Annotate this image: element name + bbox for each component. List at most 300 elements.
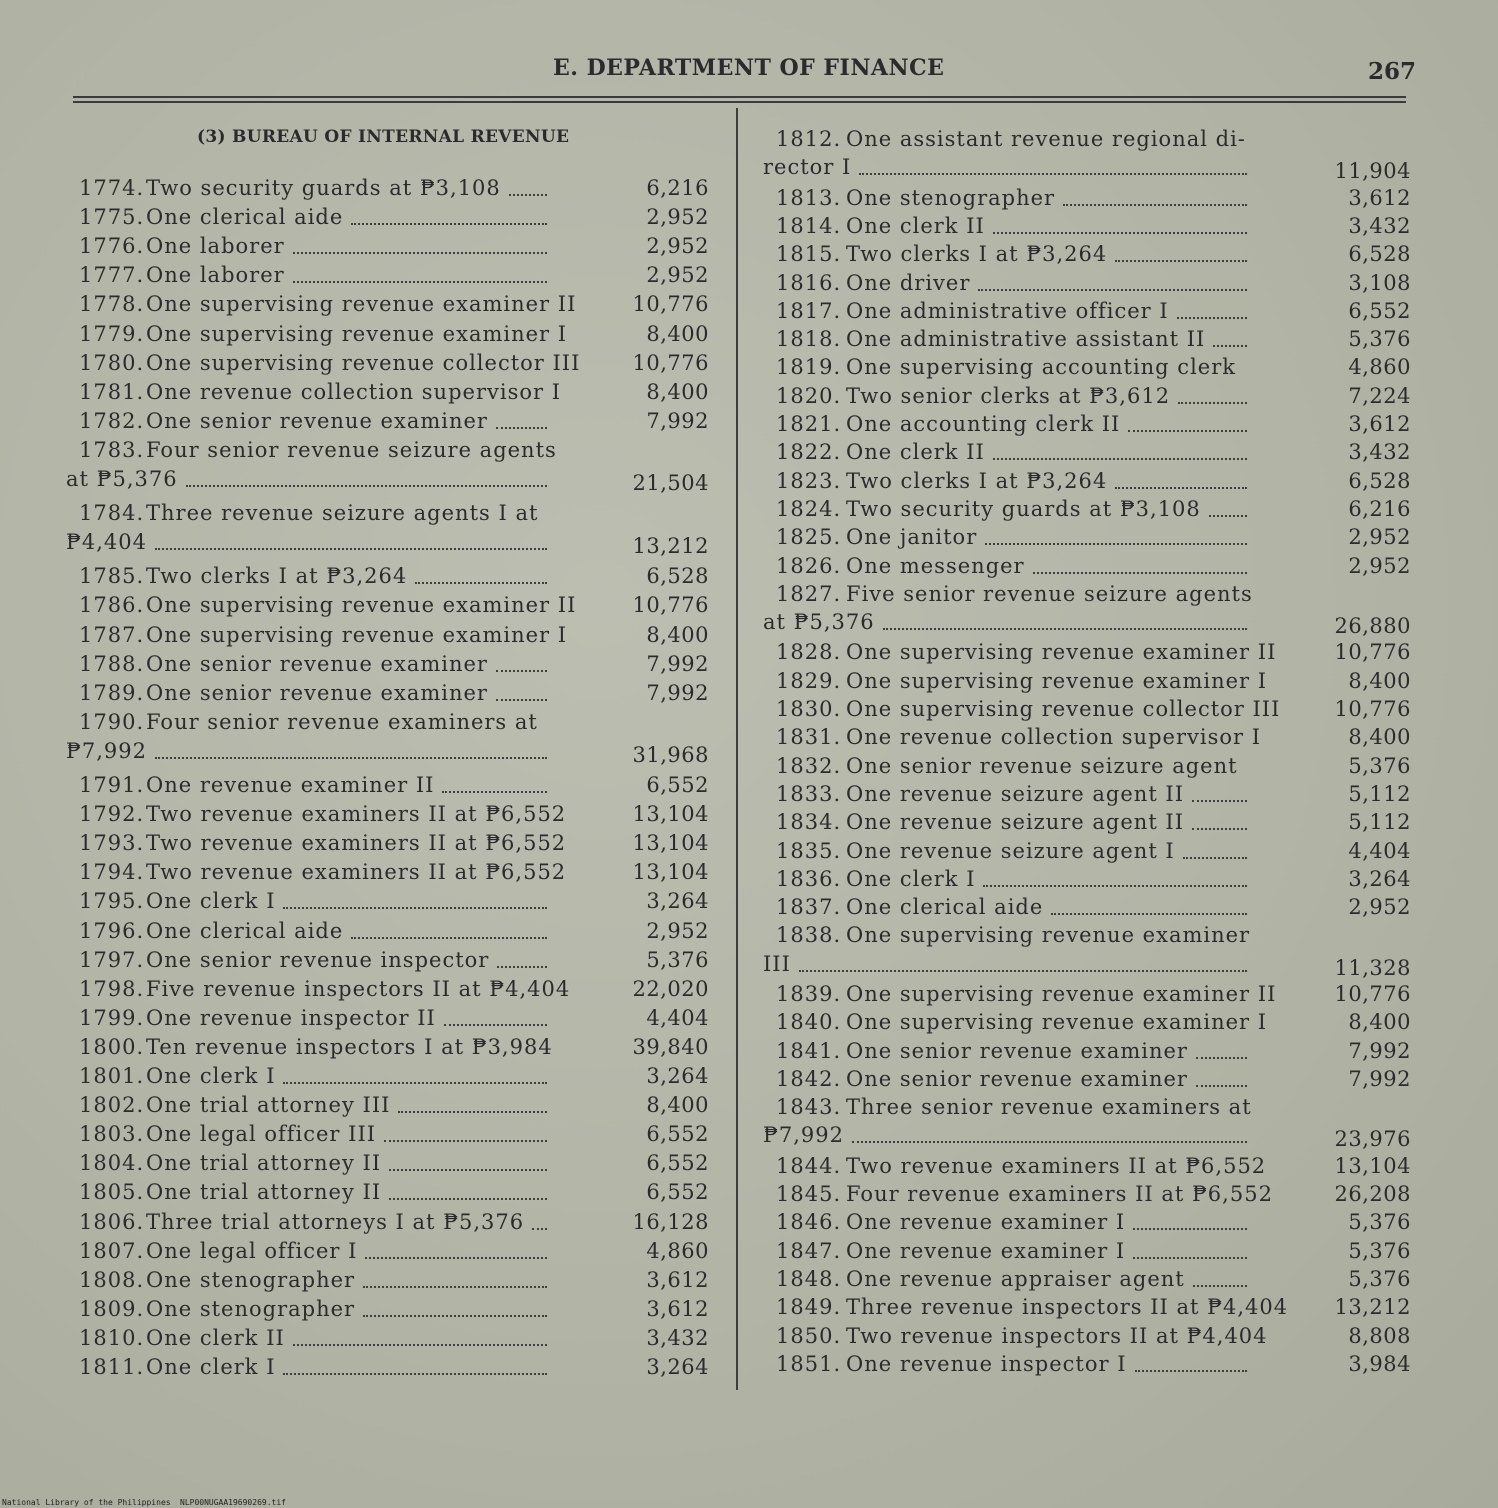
dot-leader xyxy=(993,232,1247,234)
item-description: One clerk II xyxy=(846,213,985,238)
item-description: One revenue inspector II xyxy=(146,1005,436,1030)
item-number: 1815. xyxy=(776,242,842,267)
ledger-entry xyxy=(79,858,709,887)
ledger-entry xyxy=(79,679,709,708)
item-amount: 5,376 xyxy=(1348,753,1411,778)
ledger-entry xyxy=(776,1180,1411,1208)
ledger-entry xyxy=(79,1062,709,1091)
item-number: 1784. xyxy=(79,501,145,526)
item-number: 1801. xyxy=(79,1064,145,1088)
ledger-entry xyxy=(79,290,709,319)
item-number: 1785. xyxy=(79,564,145,589)
dot-leader xyxy=(1183,857,1247,859)
dot-leader xyxy=(155,757,547,759)
item-description: One supervising revenue examiner II xyxy=(146,292,577,317)
item-number: 1790. xyxy=(79,709,145,734)
dot-leader xyxy=(509,194,547,196)
item-number: 1775. xyxy=(79,205,145,230)
item-description: One supervising revenue examiner I xyxy=(846,668,1268,693)
item-description: One trial attorney II xyxy=(146,1180,382,1205)
item-amount: 3,264 xyxy=(1348,866,1411,891)
item-number: 1839. xyxy=(776,982,842,1006)
item-amount: 2,952 xyxy=(646,234,709,259)
item-description: One legal officer I xyxy=(146,1238,358,1263)
item-description: One supervising revenue collector III xyxy=(846,697,1281,721)
dot-leader xyxy=(532,1228,547,1230)
ledger-entry xyxy=(776,1152,1411,1180)
item-amount: 6,216 xyxy=(646,176,709,200)
item-description: Four senior revenue examiners at xyxy=(146,709,538,734)
ledger-entry xyxy=(79,800,709,829)
item-description: One trial attorney II xyxy=(146,1151,382,1176)
dot-leader xyxy=(442,791,547,793)
item-description-continued: ₱7,992 xyxy=(763,1123,844,1148)
ledger-entry xyxy=(79,1295,709,1324)
dot-leader xyxy=(1193,1285,1247,1287)
dot-leader xyxy=(1063,204,1247,206)
item-number: 1829. xyxy=(776,668,842,693)
item-amount: 7,992 xyxy=(646,408,709,433)
item-number: 1796. xyxy=(79,918,145,943)
item-amount: 3,612 xyxy=(646,1267,709,1292)
item-number: 1776. xyxy=(79,234,145,259)
item-number: 1782. xyxy=(79,408,145,433)
item-description: Three trial attorneys I at ₱5,376 xyxy=(146,1209,525,1234)
item-description: One senior revenue inspector xyxy=(146,947,490,972)
item-amount: 2,952 xyxy=(1348,553,1411,578)
ledger-entry xyxy=(79,562,709,591)
item-amount: 2,952 xyxy=(646,918,709,943)
item-description: One supervising revenue examiner I xyxy=(846,1010,1268,1035)
item-description: One revenue examiner I xyxy=(846,1210,1126,1235)
item-amount: 13,104 xyxy=(1334,1153,1411,1178)
item-amount: 13,212 xyxy=(632,534,709,559)
item-number: 1836. xyxy=(776,866,842,891)
item-number: 1777. xyxy=(79,263,145,288)
item-description: One supervising revenue examiner I xyxy=(146,622,568,647)
ledger-entry xyxy=(776,382,1411,410)
ledger-entry xyxy=(79,1120,709,1149)
dot-leader xyxy=(365,1257,547,1259)
item-number: 1819. xyxy=(776,355,842,380)
ledger-entry xyxy=(79,1149,709,1178)
item-description: One supervising revenue collector III xyxy=(146,350,581,375)
item-amount: 3,264 xyxy=(646,889,709,914)
item-description: One senior revenue seizure agent xyxy=(846,753,1238,778)
item-amount: 2,952 xyxy=(1348,525,1411,550)
item-amount: 8,400 xyxy=(1348,1010,1411,1035)
dot-leader xyxy=(496,699,547,701)
ledger-entry xyxy=(776,1265,1411,1293)
item-description: Two security guards at ₱3,108 xyxy=(146,176,501,200)
item-number: 1845. xyxy=(776,1182,842,1207)
item-amount: 10,776 xyxy=(632,593,709,618)
item-description: Three senior revenue examiners at xyxy=(846,1095,1252,1120)
item-amount: 13,104 xyxy=(632,860,709,885)
dot-leader xyxy=(293,252,547,254)
dot-leader xyxy=(497,966,547,968)
item-amount: 3,264 xyxy=(646,1355,709,1379)
item-description: One clerk I xyxy=(146,1064,276,1088)
ledger-entry xyxy=(776,695,1411,723)
item-description: Two senior clerks at ₱3,612 xyxy=(846,383,1171,408)
item-amount: 6,528 xyxy=(1348,468,1411,493)
item-number: 1780. xyxy=(79,350,145,375)
item-description: One clerk I xyxy=(846,866,976,891)
ledger-entry xyxy=(776,1350,1411,1378)
item-description: Four senior revenue seizure agents xyxy=(146,437,557,462)
item-number: 1783. xyxy=(79,437,145,462)
dot-leader xyxy=(283,1373,547,1375)
dot-leader xyxy=(363,1286,547,1288)
item-number: 1818. xyxy=(776,327,842,352)
item-amount: 3,432 xyxy=(646,1325,709,1350)
dot-leader xyxy=(978,289,1247,291)
item-amount: 26,208 xyxy=(1334,1182,1411,1207)
ledger-entry xyxy=(79,591,709,620)
item-number: 1817. xyxy=(776,298,842,323)
item-amount: 3,612 xyxy=(646,1296,709,1321)
item-number: 1820. xyxy=(776,383,842,408)
item-amount: 4,860 xyxy=(646,1238,709,1263)
item-amount: 5,376 xyxy=(1348,327,1411,352)
item-amount: 3,432 xyxy=(1348,440,1411,465)
item-description: One supervising revenue examiner II xyxy=(146,593,577,618)
item-number: 1849. xyxy=(776,1295,842,1320)
item-amount: 21,504 xyxy=(632,470,709,495)
item-amount: 8,400 xyxy=(646,622,709,647)
item-description: One senior revenue examiner xyxy=(146,651,488,676)
item-description: One stenographer xyxy=(146,1296,356,1321)
item-description: Four revenue examiners II at ₱6,552 xyxy=(846,1182,1273,1207)
item-number: 1788. xyxy=(79,651,145,676)
item-amount: 6,528 xyxy=(1348,242,1411,267)
item-number: 1828. xyxy=(776,640,842,665)
item-amount: 8,400 xyxy=(646,379,709,404)
ledger-entry xyxy=(776,980,1411,1008)
ledger-entry xyxy=(763,580,1411,639)
ledger-entry xyxy=(79,1004,709,1033)
dot-leader xyxy=(1115,260,1247,262)
ledger-entry xyxy=(776,212,1411,240)
ledger-entry xyxy=(79,621,709,650)
ledger-entry xyxy=(776,1065,1411,1093)
item-number: 1811. xyxy=(79,1355,145,1379)
item-number: 1822. xyxy=(776,440,842,465)
dot-leader xyxy=(883,628,1247,630)
item-number: 1847. xyxy=(776,1238,842,1263)
item-description: One revenue inspector I xyxy=(846,1351,1127,1376)
item-number: 1821. xyxy=(776,412,842,436)
item-number: 1813. xyxy=(776,185,842,210)
item-number: 1835. xyxy=(776,838,842,863)
item-number: 1774. xyxy=(79,176,145,200)
ledger-entry xyxy=(776,1208,1411,1236)
ledger-entry xyxy=(776,638,1411,666)
library-credit: National Library of the Philippines xyxy=(2,1498,171,1507)
item-number: 1840. xyxy=(776,1010,842,1035)
item-amount: 6,216 xyxy=(1348,496,1411,521)
dot-leader xyxy=(398,1111,547,1113)
dot-leader xyxy=(351,937,547,939)
dot-leader xyxy=(1115,487,1247,489)
item-amount: 7,992 xyxy=(646,651,709,676)
item-amount: 5,376 xyxy=(1348,1238,1411,1263)
item-amount: 2,952 xyxy=(646,263,709,288)
dot-leader xyxy=(363,1315,547,1317)
dot-leader xyxy=(1177,317,1247,319)
ledger-entry xyxy=(79,650,709,679)
ledger-entry xyxy=(776,495,1411,523)
item-description: One revenue collection supervisor I xyxy=(846,725,1261,750)
ledger-entry xyxy=(79,1266,709,1295)
ledger-entry xyxy=(776,1037,1411,1065)
item-number: 1832. xyxy=(776,753,842,778)
ledger-entry xyxy=(79,829,709,858)
item-amount: 5,112 xyxy=(1348,781,1411,806)
item-amount: 11,328 xyxy=(1334,955,1411,980)
item-number: 1781. xyxy=(79,379,145,404)
item-amount: 8,400 xyxy=(646,1093,709,1118)
dot-leader xyxy=(155,548,547,550)
ledger-entry xyxy=(776,467,1411,495)
item-description: One clerical aide xyxy=(146,205,344,230)
item-amount: 31,968 xyxy=(632,742,709,767)
item-amount: 7,992 xyxy=(1348,1038,1411,1063)
item-amount: 5,376 xyxy=(1348,1210,1411,1235)
item-amount: 10,776 xyxy=(1334,697,1411,721)
item-amount: 22,020 xyxy=(632,976,709,1001)
ledger-entry xyxy=(79,946,709,975)
item-amount: 7,224 xyxy=(1348,383,1411,408)
page-header xyxy=(0,55,1498,89)
ledger-entry xyxy=(776,438,1411,466)
dot-leader xyxy=(1135,1370,1248,1372)
item-description: One accounting clerk II xyxy=(846,412,1121,436)
item-description: One revenue seizure agent I xyxy=(846,838,1175,863)
item-amount: 26,880 xyxy=(1334,614,1411,639)
item-number: 1798. xyxy=(79,976,145,1001)
item-amount: 4,404 xyxy=(646,1005,709,1030)
ledger-entry xyxy=(79,771,709,800)
item-description: One legal officer III xyxy=(146,1122,377,1147)
item-number: 1802. xyxy=(79,1093,145,1118)
item-description: One administrative officer I xyxy=(846,298,1169,323)
ledger-entry xyxy=(66,708,709,767)
item-description: One senior revenue examiner xyxy=(846,1066,1188,1091)
item-description: One clerk I xyxy=(146,1355,276,1379)
ledger-entry xyxy=(776,837,1411,865)
item-description-continued: at ₱5,376 xyxy=(66,466,178,491)
item-description: One trial attorney III xyxy=(146,1093,391,1118)
ledger-entry xyxy=(776,353,1411,381)
item-description: One revenue collection supervisor I xyxy=(146,379,561,404)
item-description: Two clerks I at ₱3,264 xyxy=(846,468,1108,493)
item-amount: 6,552 xyxy=(646,1151,709,1176)
item-number: 1830. xyxy=(776,697,842,721)
ledger-entry xyxy=(763,125,1411,184)
item-description: One laborer xyxy=(146,263,285,288)
dot-leader xyxy=(293,1344,547,1346)
item-number: 1833. xyxy=(776,781,842,806)
dot-leader xyxy=(983,885,1247,887)
item-amount: 5,376 xyxy=(1348,1267,1411,1291)
page-title: E. DEPARTMENT OF FINANCE xyxy=(553,55,945,81)
item-amount: 6,552 xyxy=(646,1122,709,1147)
item-amount: 6,552 xyxy=(1348,298,1411,323)
item-description: One messenger xyxy=(846,553,1025,578)
ledger-entry xyxy=(776,780,1411,808)
ledger-entry xyxy=(79,261,709,290)
item-number: 1797. xyxy=(79,947,145,972)
ledger-entry xyxy=(776,184,1411,212)
item-amount: 6,552 xyxy=(646,1180,709,1205)
item-amount: 2,952 xyxy=(646,205,709,230)
item-number: 1793. xyxy=(79,831,145,856)
item-amount: 13,104 xyxy=(632,802,709,827)
ledger-entry xyxy=(79,1208,709,1237)
item-number: 1786. xyxy=(79,593,145,618)
item-number: 1803. xyxy=(79,1122,145,1147)
item-description: One revenue seizure agent II xyxy=(846,781,1185,806)
item-description: One administrative assistant II xyxy=(846,327,1206,352)
ledger-entry xyxy=(776,893,1411,921)
ledger-entry xyxy=(776,808,1411,836)
item-number: 1792. xyxy=(79,802,145,827)
ledger-entry xyxy=(79,407,709,436)
dot-leader xyxy=(186,485,547,487)
dot-leader xyxy=(799,970,1247,972)
item-description-continued: ₱7,992 xyxy=(66,738,147,763)
ledger-entry xyxy=(66,499,709,559)
item-description: One clerical aide xyxy=(146,918,344,943)
item-description: One assistant revenue regional di- xyxy=(846,127,1246,151)
item-description: Two revenue inspectors II at ₱4,404 xyxy=(846,1323,1268,1348)
dot-leader xyxy=(1196,1057,1247,1059)
ledger-entry xyxy=(776,865,1411,893)
dot-leader xyxy=(389,1198,547,1200)
item-number: 1779. xyxy=(79,321,145,346)
dot-leader xyxy=(1213,345,1247,347)
dot-leader xyxy=(1128,430,1247,432)
item-number: 1795. xyxy=(79,889,145,914)
item-number: 1787. xyxy=(79,622,145,647)
item-description-continued: at ₱5,376 xyxy=(763,610,875,635)
dot-leader xyxy=(283,1082,547,1084)
item-description: One janitor xyxy=(846,525,978,550)
item-amount: 7,992 xyxy=(646,680,709,705)
item-number: 1838. xyxy=(776,923,842,948)
item-number: 1806. xyxy=(79,1209,145,1234)
item-number: 1841. xyxy=(776,1038,842,1063)
item-number: 1778. xyxy=(79,292,145,317)
item-number: 1843. xyxy=(776,1095,842,1120)
item-amount: 3,984 xyxy=(1348,1351,1411,1376)
item-number: 1812. xyxy=(776,127,842,151)
item-number: 1825. xyxy=(776,525,842,550)
ledger-entry xyxy=(776,1293,1411,1321)
ledger-entry xyxy=(79,1353,709,1382)
dot-leader xyxy=(415,582,547,584)
ledger-entry xyxy=(79,349,709,378)
item-number: 1814. xyxy=(776,213,842,238)
dot-leader xyxy=(1133,1228,1247,1230)
item-amount: 16,128 xyxy=(632,1209,709,1234)
dot-leader xyxy=(1133,1257,1247,1259)
item-amount: 8,400 xyxy=(646,321,709,346)
item-amount: 10,776 xyxy=(632,292,709,317)
dot-leader xyxy=(1196,1085,1247,1087)
item-description: One clerical aide xyxy=(846,895,1044,920)
ledger-entry xyxy=(776,552,1411,580)
dot-leader xyxy=(496,670,547,672)
dot-leader xyxy=(985,543,1247,545)
dot-leader xyxy=(444,1024,547,1026)
item-number: 1823. xyxy=(776,468,842,493)
item-description: Two clerks I at ₱3,264 xyxy=(846,242,1108,267)
item-description: One clerk II xyxy=(146,1325,285,1350)
dot-leader xyxy=(1192,828,1247,830)
item-number: 1846. xyxy=(776,1210,842,1235)
ledger-entry xyxy=(776,1008,1411,1036)
column-divider xyxy=(736,108,738,1390)
item-amount: 13,104 xyxy=(632,831,709,856)
item-amount: 8,808 xyxy=(1348,1323,1411,1348)
ledger-entry xyxy=(66,436,709,495)
item-amount: 2,952 xyxy=(1348,895,1411,920)
item-description: One stenographer xyxy=(146,1267,356,1292)
item-number: 1799. xyxy=(79,1005,145,1030)
dot-leader xyxy=(1051,913,1247,915)
item-amount: 10,776 xyxy=(1334,640,1411,665)
dot-leader xyxy=(852,1141,1247,1143)
item-amount: 10,776 xyxy=(1334,982,1411,1006)
item-description: One revenue examiner II xyxy=(146,773,435,797)
header-rule-bottom xyxy=(73,101,1406,103)
item-amount: 11,904 xyxy=(1334,159,1411,184)
ledger-entry xyxy=(763,1093,1411,1152)
item-number: 1824. xyxy=(776,496,842,521)
dot-leader xyxy=(1178,402,1247,404)
item-number: 1804. xyxy=(79,1151,145,1176)
ledger-entry xyxy=(79,232,709,261)
item-amount: 8,400 xyxy=(1348,725,1411,750)
item-amount: 8,400 xyxy=(1348,668,1411,693)
item-amount: 3,612 xyxy=(1348,412,1411,436)
item-number: 1800. xyxy=(79,1034,145,1059)
file-name: NLP00NUGAA19690269.tif xyxy=(180,1498,286,1507)
item-description: Two revenue examiners II at ₱6,552 xyxy=(146,831,567,856)
ledger-entry xyxy=(776,410,1411,438)
item-description: One stenographer xyxy=(846,185,1056,210)
item-description: One supervising revenue examiner II xyxy=(846,640,1277,665)
item-amount: 5,112 xyxy=(1348,810,1411,835)
item-number: 1831. xyxy=(776,725,842,750)
ledger-entry xyxy=(776,723,1411,751)
item-amount: 23,976 xyxy=(1334,1127,1411,1152)
item-amount: 4,860 xyxy=(1348,355,1411,380)
dot-leader xyxy=(1033,572,1247,574)
item-description: Two clerks I at ₱3,264 xyxy=(146,564,408,589)
ledger-entry xyxy=(776,523,1411,551)
item-description: Ten revenue inspectors I at ₱3,984 xyxy=(146,1034,553,1059)
ledger-entry xyxy=(79,1324,709,1353)
item-number: 1851. xyxy=(776,1351,842,1376)
ledger-entry xyxy=(79,975,709,1004)
item-description: Two revenue examiners II at ₱6,552 xyxy=(146,802,567,827)
item-amount: 3,108 xyxy=(1348,270,1411,295)
item-description-continued: rector I xyxy=(763,155,852,180)
